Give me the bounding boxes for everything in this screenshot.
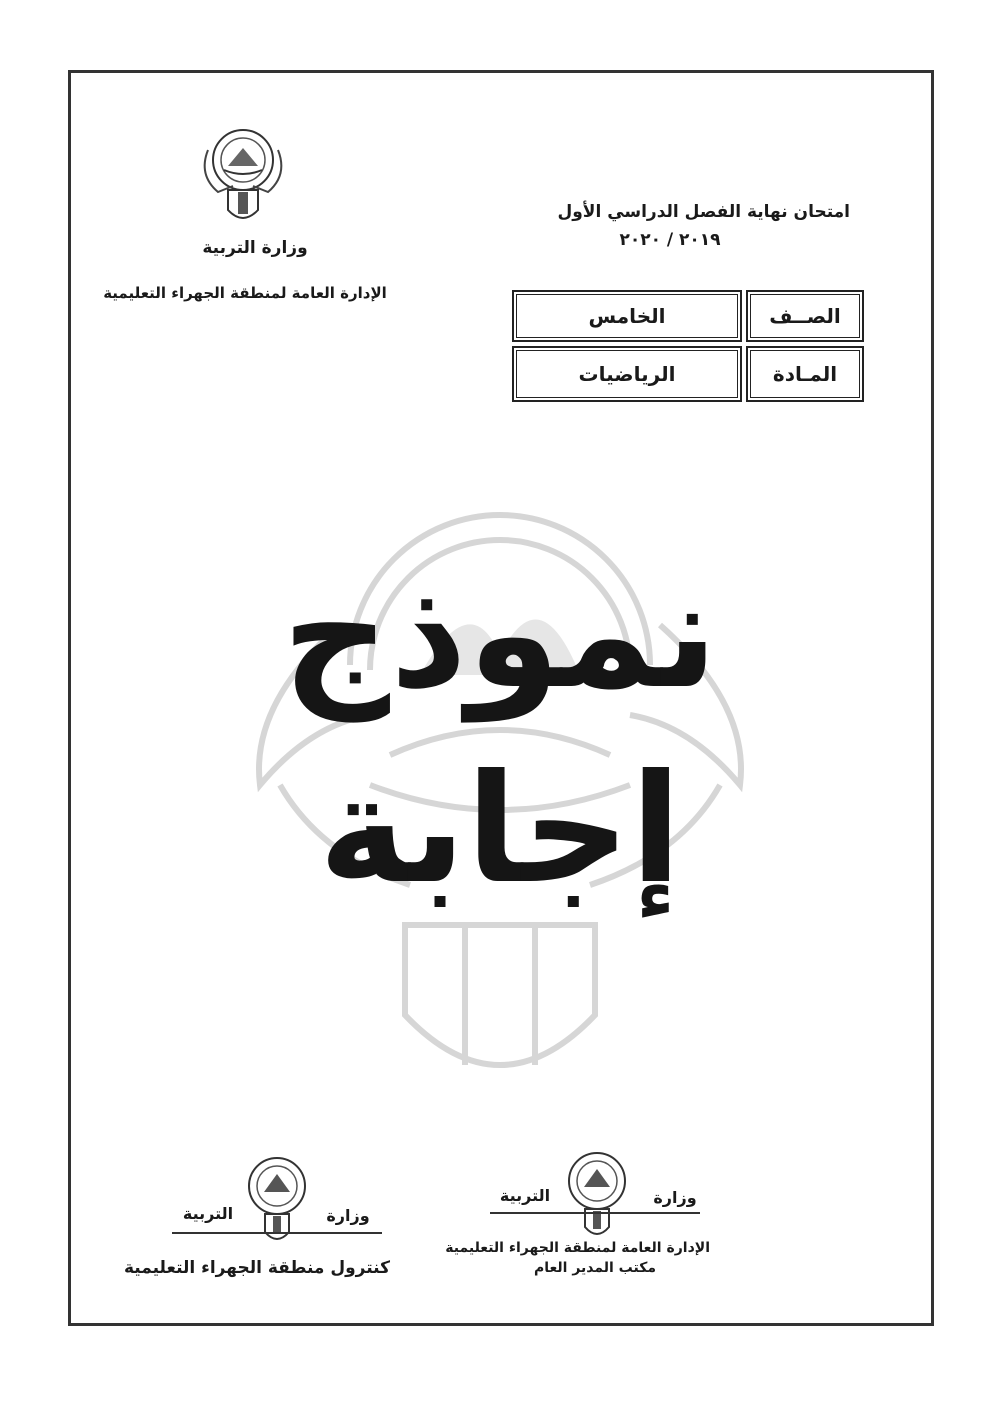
title-line-2: إجابة (318, 743, 682, 917)
left-stamp-ministry-word1: وزارة (326, 1206, 370, 1225)
kuwait-emblem-icon (188, 120, 298, 232)
right-stamp-line1: الإدارة العامة لمنطقة الجهراء التعليمية (445, 1240, 710, 1256)
title-line-1: نموذج (281, 548, 718, 722)
right-stamp-ministry-word1: وزارة (653, 1188, 697, 1207)
subject-value: الرياضيات (512, 346, 742, 402)
right-stamp-ministry-word2: التربية (499, 1186, 551, 1205)
exam-title: امتحان نهاية الفصل الدراسي الأول (557, 202, 850, 222)
left-stamp-rule (172, 1232, 382, 1234)
control-stamp-emblem-icon (230, 1150, 325, 1250)
right-stamp-rule (490, 1212, 700, 1214)
grade-label: الصــف (746, 290, 864, 342)
director-stamp-emblem-icon (550, 1145, 645, 1245)
left-stamp-caption: كنترول منطقة الجهراء التعليمية (123, 1258, 390, 1278)
right-stamp-line2: مكتب المدير العام (533, 1260, 657, 1276)
ministry-name: وزارة التربية (202, 238, 308, 258)
directorate-name: الإدارة العامة لمنطقة الجهراء التعليمية (103, 284, 387, 302)
left-stamp-ministry-word2: التربية (182, 1204, 234, 1223)
subject-label: المـادة (746, 346, 864, 402)
grade-value: الخامس (512, 290, 742, 342)
exam-year: ٢٠١٩ / ٢٠٢٠ (619, 230, 721, 250)
